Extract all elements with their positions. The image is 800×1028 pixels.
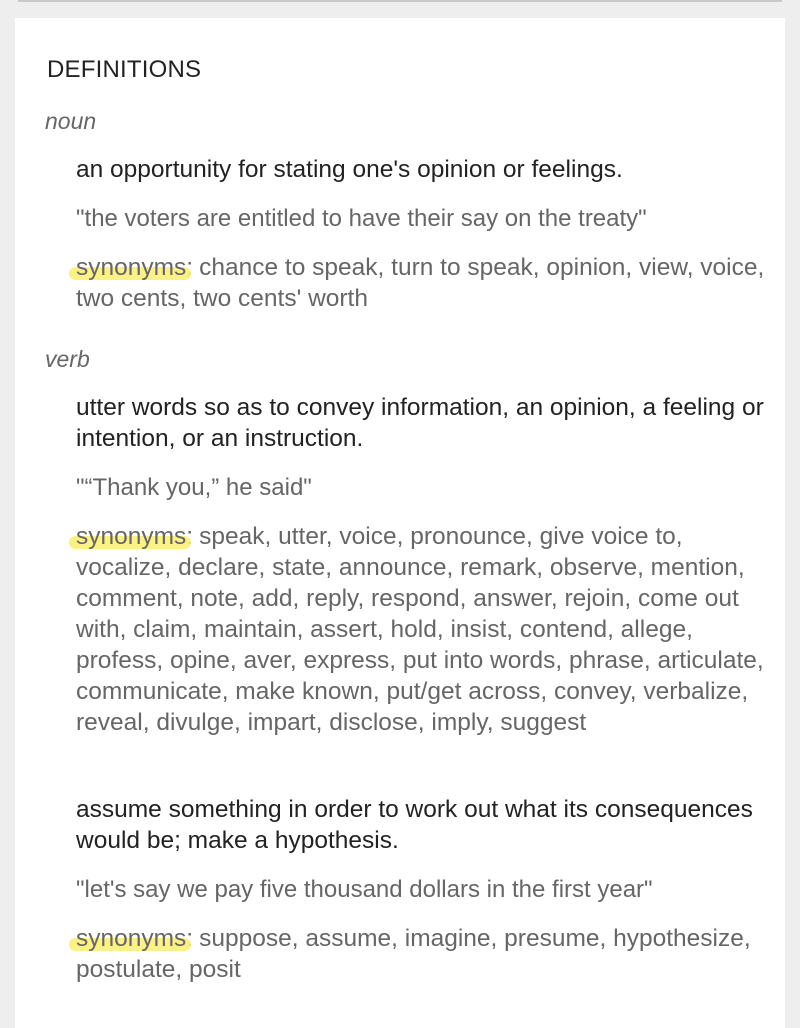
synonyms-list: chance to speak, turn to speak, opinion, view, voice, two cents, two cents' worth bbox=[76, 254, 765, 312]
example-sentence: "the voters are entitled to have their say on the treaty" bbox=[76, 205, 647, 232]
synonyms-line: synonyms: suppose, assume, imagine, presume, hypothesize, postulate, posit bbox=[76, 925, 751, 983]
definitions-heading: DEFINITIONS bbox=[47, 56, 202, 83]
definition-sense-verb-1 bbox=[76, 392, 766, 738]
definition-text: utter words so as to convey information, an opinion, a feeling or intention, or an instruction. bbox=[76, 394, 764, 452]
definition-text: an opportunity for stating one's opinion or feelings. bbox=[76, 156, 623, 183]
definition-text: assume something in order to work out what its consequences would be; make a hypothesis. bbox=[76, 796, 753, 854]
part-of-speech-verb: verb bbox=[45, 346, 90, 372]
top-divider bbox=[18, 0, 782, 2]
definitions-card bbox=[15, 18, 785, 1028]
part-of-speech-noun: noun bbox=[45, 108, 97, 134]
synonyms-label-highlighted: synonyms bbox=[76, 523, 187, 550]
definition-sense-verb-2 bbox=[76, 794, 766, 985]
synonyms-list: speak, utter, voice, pronounce, give voice to, vocalize, declare, state, announce, remark, observe, mention, comment, note, add, reply, respond, answer, rejoin, come out with, claim, maintain, assert, hold, insist, contend, allege, profess, opine, aver, express, put into words, phrase, articulate, communicate, make known, put/get across, convey, verbalize, reveal, divulge, impart, disclose, imply, suggest bbox=[76, 523, 764, 736]
synonyms-line: synonyms: speak, utter, voice, pronounce, give voice to, vocalize, declare, state, announce, remark, observe, mention, comment, note, add, reply, respond, answer, rejoin, come out with, claim, maintain, assert, hold, insist, contend, allege, profess, opine, aver, express, put into words, phrase, articulate, communicate, make known, put/get across, convey, verbalize, reveal, divulge, impart, disclose, imply, suggest bbox=[76, 523, 764, 736]
definition-sense-noun-1 bbox=[76, 154, 766, 314]
example-sentence: "“Thank you,” he said" bbox=[76, 474, 312, 501]
synonyms-label-highlighted: synonyms bbox=[76, 254, 187, 281]
synonyms-list: suppose, assume, imagine, presume, hypothesize, postulate, posit bbox=[76, 925, 751, 983]
synonyms-label-highlighted: synonyms bbox=[76, 925, 187, 952]
synonyms-line: synonyms: chance to speak, turn to speak, opinion, view, voice, two cents, two cents' worth bbox=[76, 254, 765, 312]
example-sentence: "let's say we pay five thousand dollars in the first year" bbox=[76, 876, 653, 903]
